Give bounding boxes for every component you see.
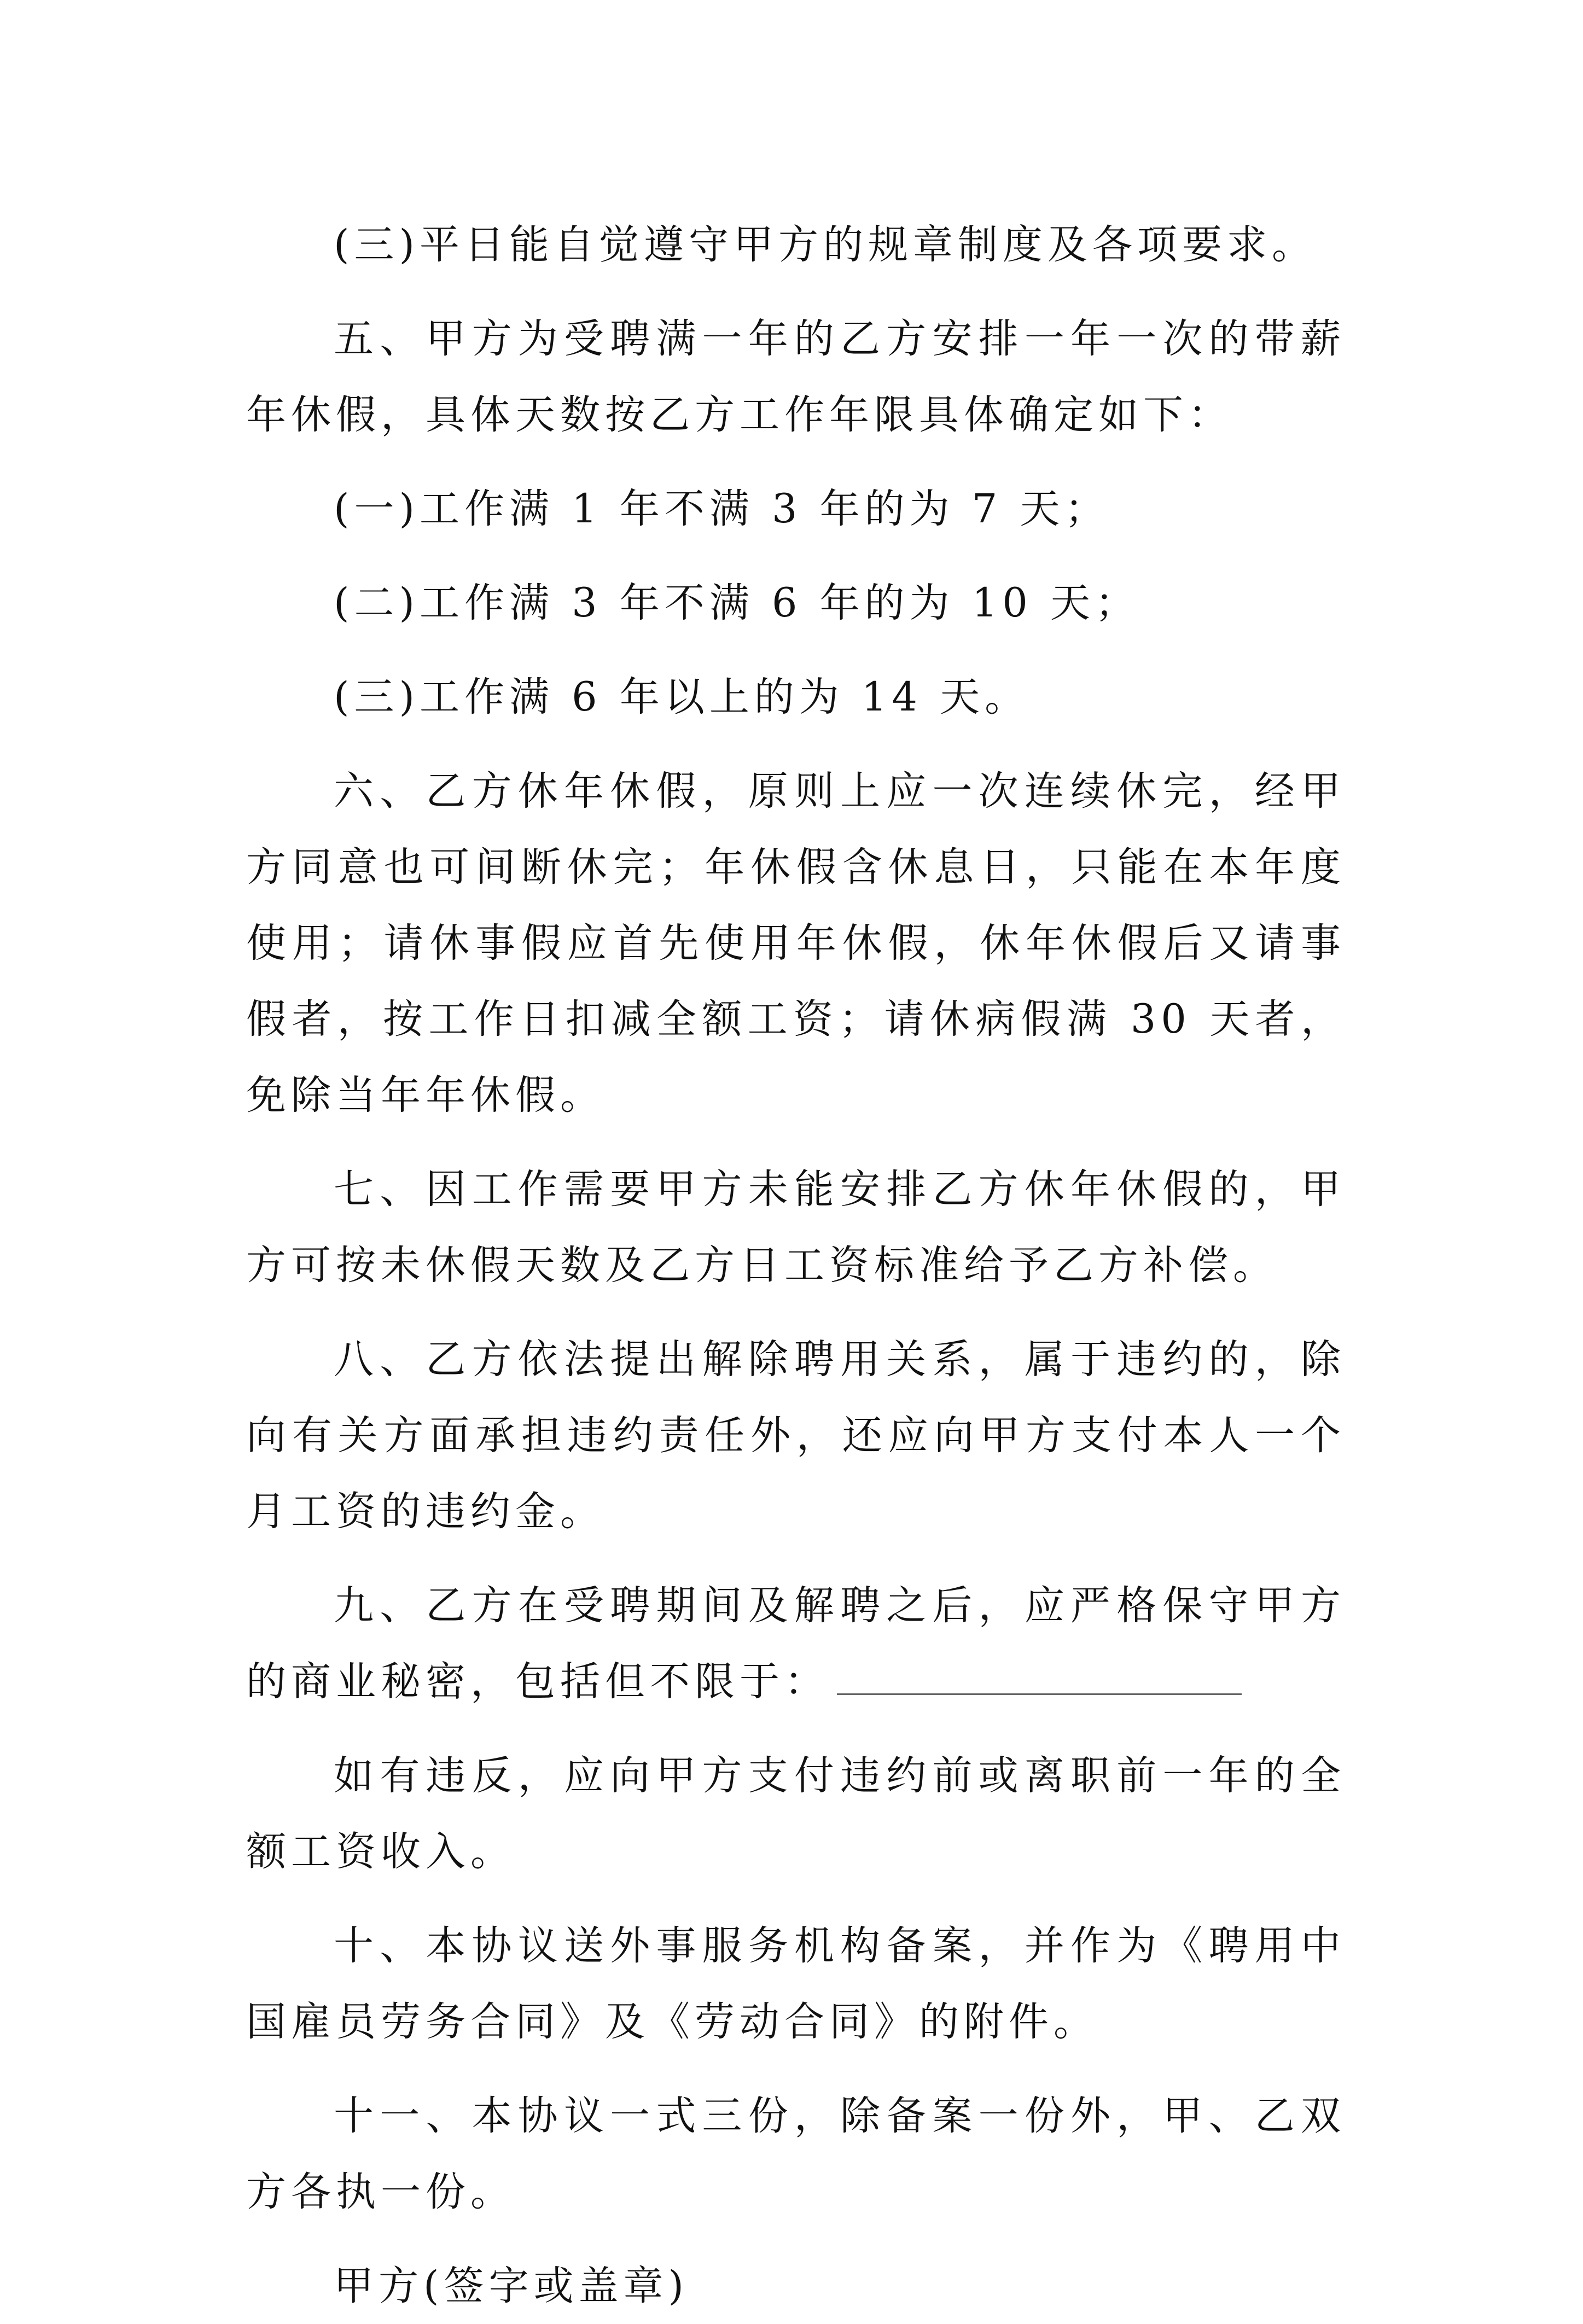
party-a-signature-line: 甲方(签字或盖章) bbox=[334, 2263, 689, 2309]
paragraph-article-11: 十一、本协议一式三份，除备案一份外，甲、乙双方各执一份。 bbox=[246, 2093, 1346, 2215]
paragraph-article-9 bbox=[246, 1568, 1346, 1720]
paragraph-leave-tier-1: (一)工作满 1 年不满 3 年的为 7 天； bbox=[334, 486, 1110, 532]
paragraph-leave-tier-2: (二)工作满 3 年不满 6 年的为 10 天； bbox=[334, 580, 1140, 626]
fill-in-blank-line bbox=[837, 1663, 1242, 1695]
document-body bbox=[246, 207, 1346, 2324]
paragraph-article-8: 八、乙方依法提出解除聘用关系，属于违约的，除向有关方面承担违约责任外，还应向甲方支付本人一个月工资的违约金。 bbox=[246, 1336, 1346, 1535]
paragraph-rule-3-compliance: (三)平日能自觉遵守甲方的规章制度及各项要求。 bbox=[334, 222, 1317, 268]
paragraph-article-5: 五、甲方为受聘满一年的乙方安排一年一次的带薪年休假，具体天数按乙方工作年限具体确定如下： bbox=[246, 316, 1346, 438]
article-9-text: 九、乙方在受聘期间及解聘之后，应严格保守甲方的商业秘密，包括但不限于： bbox=[246, 1582, 1346, 1705]
paragraph-article-6: 六、乙方休年休假，原则上应一次连续休完，经甲方同意也可间断休完；年休假含休息日，只能在本年度使用；请休事假应首先使用年休假，休年休假后又请事假者，按工作日扣减全额工资；请休病假满 30 天者，免除当年年休假。 bbox=[246, 768, 1346, 1119]
paragraph-leave-tier-3: (三)工作满 6 年以上的为 14 天。 bbox=[334, 674, 1030, 720]
paragraph-article-10: 十、本协议送外事服务机构备案，并作为《聘用中国雇员劳务合同》及《劳动合同》的附件。 bbox=[246, 1923, 1346, 2045]
paragraph-violation-penalty: 如有违反，应向甲方支付违约前或离职前一年的全额工资收入。 bbox=[246, 1752, 1346, 1875]
paragraph-article-7: 七、因工作需要甲方未能安排乙方休年休假的，甲方可按未休假天数及乙方日工资标准给予乙方补偿。 bbox=[246, 1166, 1346, 1289]
